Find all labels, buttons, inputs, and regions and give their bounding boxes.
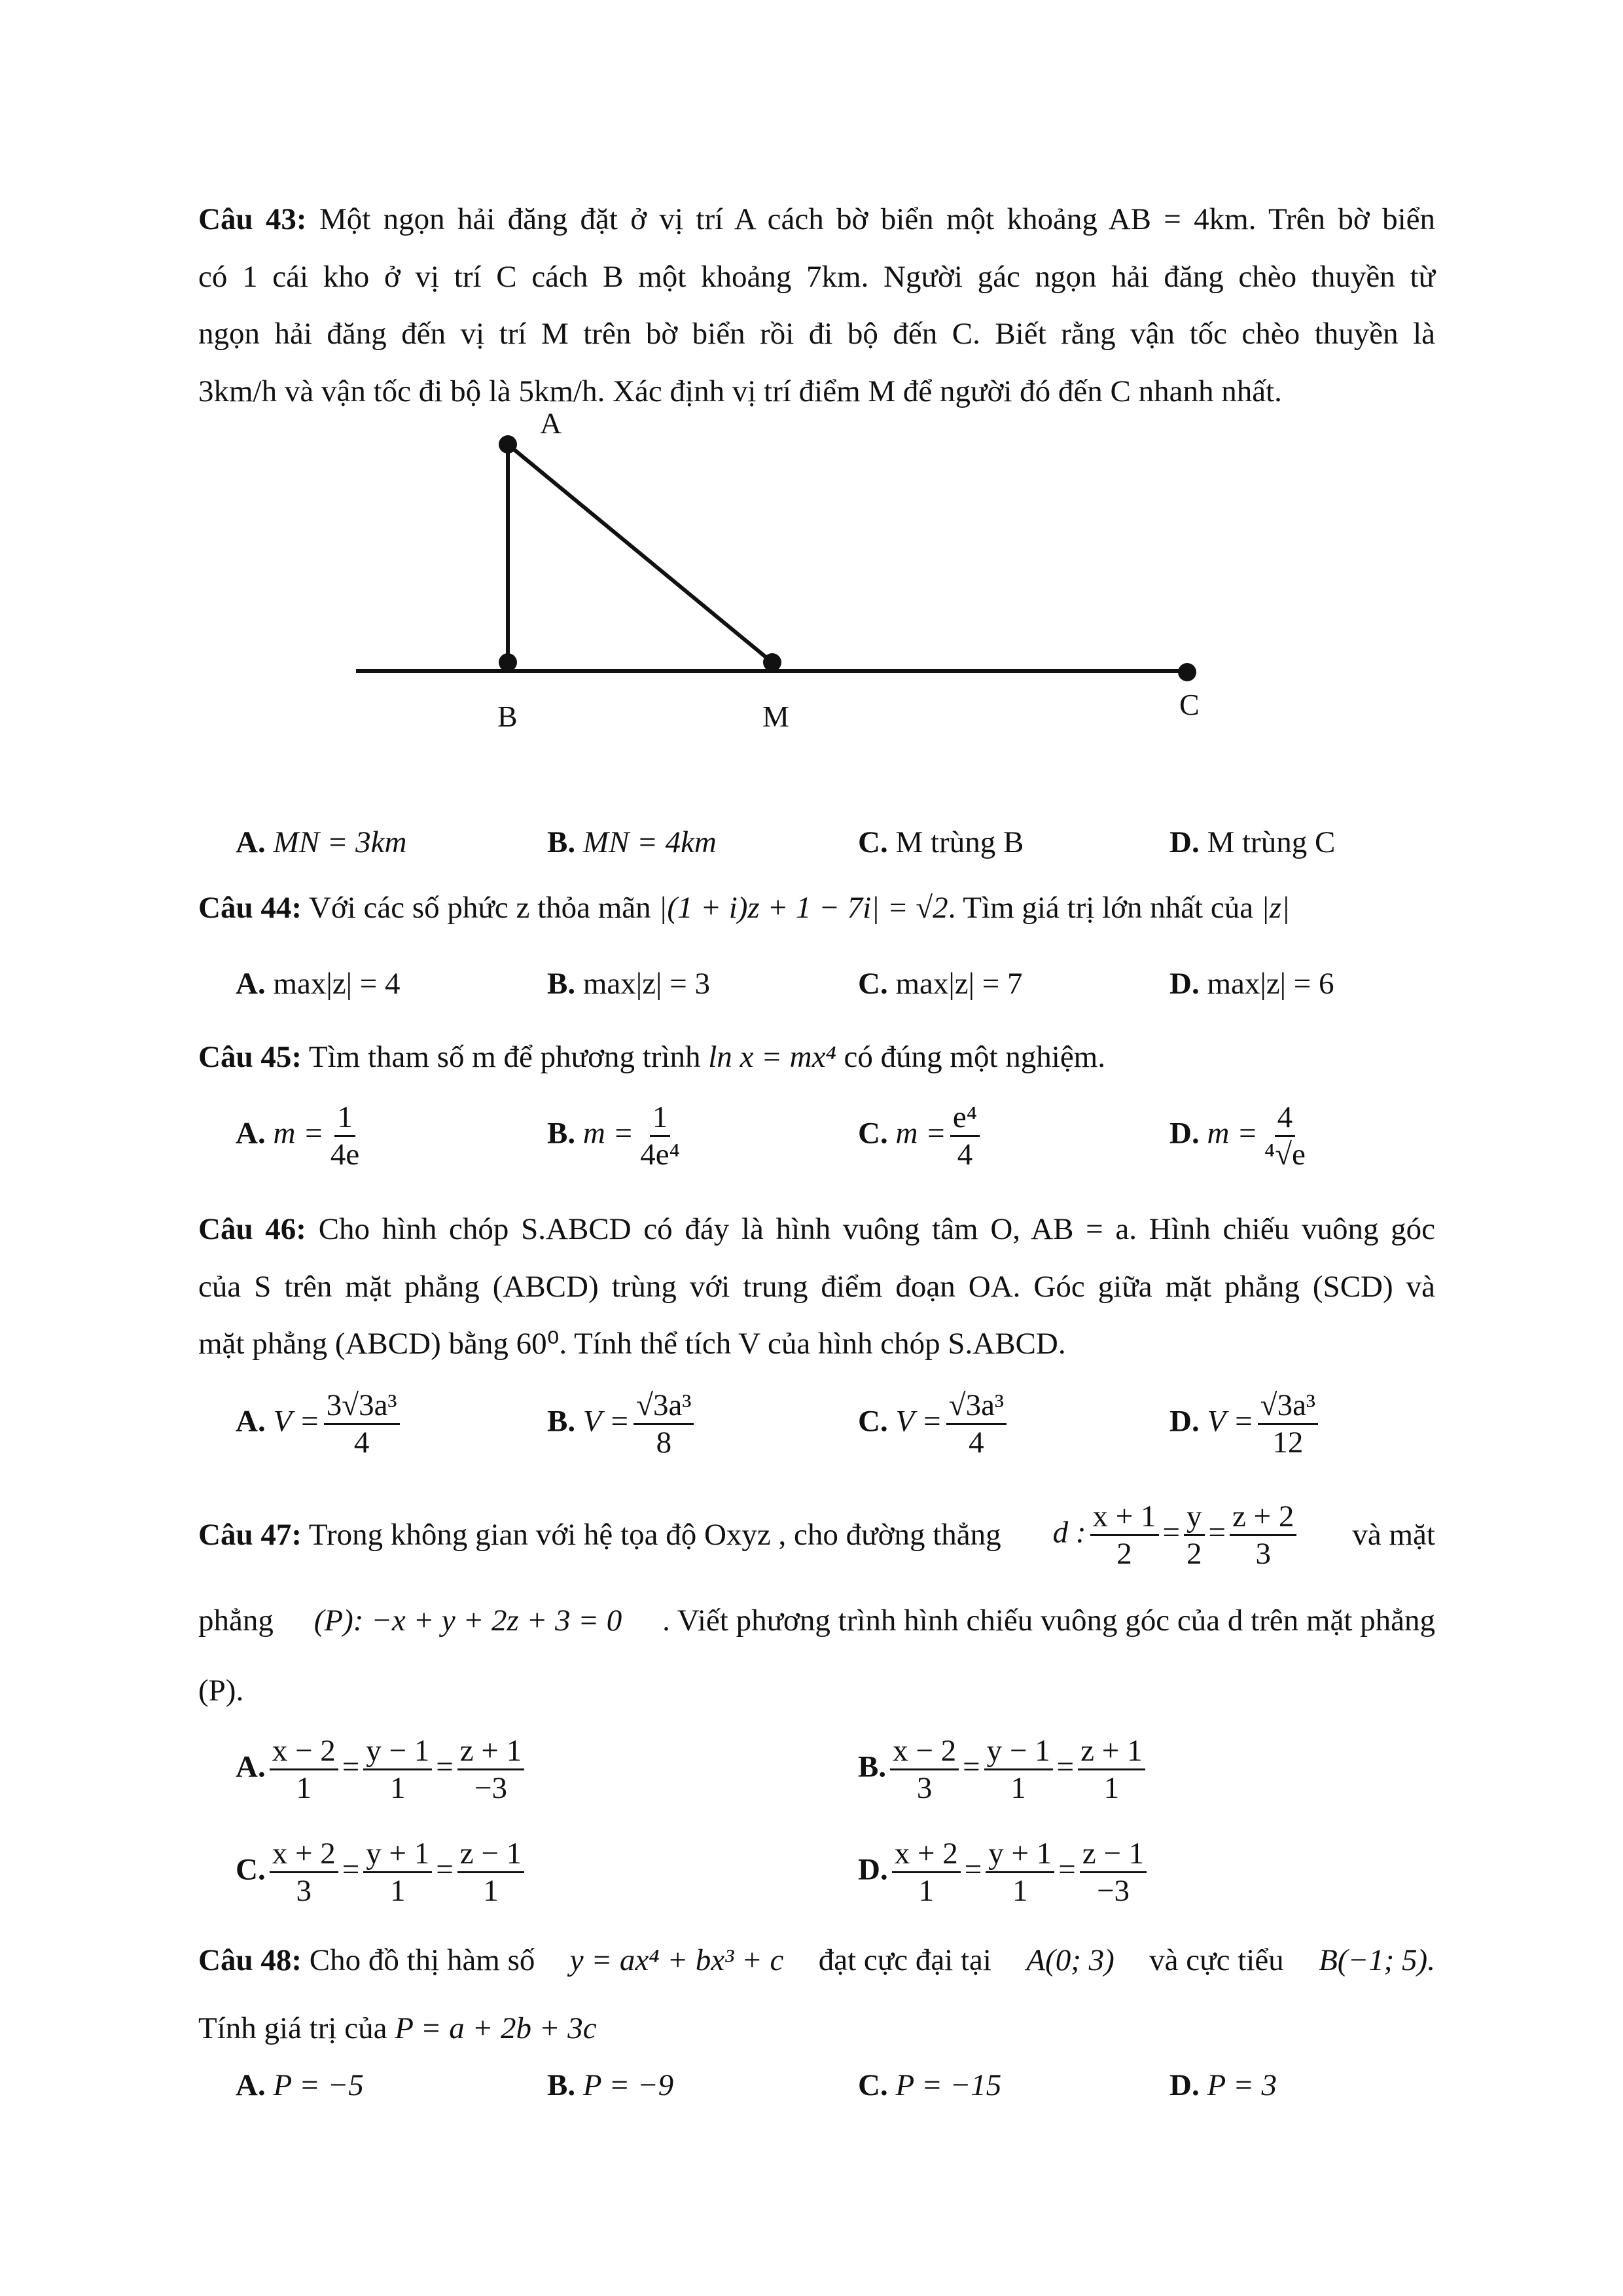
q45-label: Câu 45: <box>198 1040 302 1074</box>
q44-text2: . Tìm giá trị lớn nhất của <box>948 891 1254 925</box>
q47-options-1-f-2-0: z + 1 <box>1078 1733 1145 1770</box>
q47-options-2-f-1-1: 1 <box>389 1874 406 1909</box>
q43-options-2-v: M trùng B <box>895 825 1024 859</box>
q44-question <box>198 893 1290 924</box>
q48-options-1-v: P = −9 <box>582 2068 674 2102</box>
q45-options-3-pre: m = <box>1207 1116 1258 1151</box>
q46-options-1-pre: V = <box>582 1404 630 1439</box>
q46-label: Câu 46: <box>198 1212 306 1246</box>
q47-options-0-f-0-0: x − 2 <box>270 1733 338 1770</box>
q45-options-2-n: e⁴ <box>950 1100 980 1137</box>
q46-line-3: mặt phẳng (ABCD) bằng 60⁰. Tính thể tích V của hình chóp S.ABCD. <box>198 1327 1066 1361</box>
q45-options-0-d: 4e <box>330 1138 360 1172</box>
point-M <box>763 653 781 672</box>
fraction <box>1078 1733 1145 1806</box>
q47-options-1-f-2-1: 1 <box>1103 1771 1120 1806</box>
option-a[interactable] <box>236 1100 366 1172</box>
q48-text2: đạt cực đại tại <box>818 1943 991 1977</box>
fraction <box>1262 1100 1308 1172</box>
q44-text: Với các số phức z thỏa mãn <box>308 891 651 925</box>
q47-label: Câu 47: <box>198 1518 302 1552</box>
fraction <box>457 1733 524 1806</box>
q47-options-3-f-0-1: 1 <box>918 1874 934 1909</box>
q47-f-1-0: y <box>1184 1499 1205 1536</box>
fraction <box>890 1733 959 1806</box>
q47-line-3: (P). <box>198 1674 244 1708</box>
q43-text: Một ngọn hải đăng đặt ở vị trí A cách bờ biển một khoảng AB = 4km. Trên bờ biển <box>319 202 1436 236</box>
q47-f-2-0: z + 2 <box>1230 1499 1296 1536</box>
fraction <box>328 1100 362 1172</box>
q45-options-2-d: 4 <box>957 1138 973 1172</box>
option-a[interactable] <box>236 2070 364 2101</box>
option-b[interactable] <box>547 1388 698 1460</box>
option-c[interactable] <box>858 827 1024 858</box>
q47-options-2-f-0-0: x + 2 <box>270 1836 338 1873</box>
option-b[interactable] <box>547 827 717 858</box>
q43-options-1-v: MN = 4km <box>582 825 717 859</box>
option-d[interactable] <box>1169 827 1335 858</box>
q46-line-1 <box>198 1214 1435 1245</box>
fraction <box>986 1836 1054 1909</box>
q46-options-2-d: 4 <box>969 1426 984 1460</box>
q45-options-3-n: 4 <box>1275 1100 1296 1137</box>
label-M: M <box>762 700 789 733</box>
fraction <box>946 1388 1007 1460</box>
option-c[interactable] <box>858 969 1023 999</box>
fraction <box>363 1733 432 1806</box>
fraction <box>324 1388 400 1460</box>
option-d[interactable] <box>1169 1388 1322 1460</box>
label-B: B <box>497 700 518 733</box>
q47-options-1-f-0-0: x − 2 <box>890 1733 959 1770</box>
fraction <box>1230 1499 1296 1571</box>
q46-options-2-k: C. <box>858 1404 888 1439</box>
q43-options-3-k: D. <box>1169 825 1200 859</box>
q45-options-1-n: 1 <box>650 1100 671 1137</box>
q45-options-0-pre: m = <box>273 1116 324 1151</box>
q47-options-1-k: B. <box>858 1749 887 1784</box>
q47-f-1-1: 2 <box>1186 1537 1202 1571</box>
q48-options-1-k: B. <box>547 2068 576 2102</box>
fraction <box>984 1733 1053 1806</box>
q47-options-2-k: C. <box>236 1852 266 1887</box>
q45-options-3-d: ⁴√e <box>1264 1138 1306 1172</box>
point-C <box>1178 663 1196 681</box>
q47-options-3-f-2-0: z − 1 <box>1080 1836 1147 1873</box>
fraction <box>1090 1499 1159 1571</box>
option-c[interactable] <box>858 2070 1001 2101</box>
fraction <box>950 1100 980 1172</box>
q43-options-0-k: A. <box>236 825 266 859</box>
label-C: C <box>1179 688 1200 721</box>
q45-options-0-k: A. <box>236 1116 266 1151</box>
q46-options-1-k: B. <box>547 1404 576 1439</box>
q43-figure <box>0 0 1623 785</box>
q47-text2: và mặt <box>1352 1518 1435 1552</box>
q47-line2a: phẳng <box>198 1604 274 1638</box>
q46-options-0-n: 3√3a³ <box>324 1388 400 1425</box>
q44-options-3-k: D. <box>1169 967 1200 1001</box>
q46-options-0-k: A. <box>236 1404 266 1439</box>
point-B <box>499 653 517 672</box>
q48-options-2-v: P = −15 <box>895 2068 1002 2102</box>
q45-options-1-pre: m = <box>582 1116 634 1151</box>
q47-f-2-1: 3 <box>1255 1537 1271 1571</box>
q46-options-0-d: 4 <box>353 1426 370 1460</box>
option-d[interactable] <box>1169 1100 1312 1172</box>
q47-options-2-f-2-1: 1 <box>483 1874 499 1909</box>
q47-d: d : <box>1052 1515 1086 1550</box>
q46-options-1-d: 8 <box>656 1426 672 1460</box>
q45-text2: có đúng một nghiệm. <box>844 1040 1105 1074</box>
q44-options-3-v: max|z| = 6 <box>1207 967 1334 1001</box>
q43-options-1-k: B. <box>547 825 576 859</box>
q48-line-2 <box>198 2013 597 2044</box>
point-A <box>499 435 517 454</box>
q44-expr2: |z| <box>1260 891 1290 925</box>
q47-plane: (P): −x + y + 2z + 3 = 0 <box>313 1604 622 1638</box>
option-b[interactable] <box>547 969 710 999</box>
q47-options-3-f-1-1: 1 <box>1012 1874 1028 1909</box>
q48-options-3-v: P = 3 <box>1207 2068 1277 2102</box>
option-d[interactable] <box>1169 2070 1277 2101</box>
q46-options-3-d: 12 <box>1272 1426 1304 1460</box>
q47-options-1-f-1-1: 1 <box>1010 1771 1026 1806</box>
fraction <box>270 1836 338 1909</box>
q46-options-3-pre: V = <box>1207 1404 1254 1439</box>
q47-options-2-f-0-1: 3 <box>296 1874 312 1909</box>
fraction <box>633 1388 694 1460</box>
q46-line-2: của S trên mặt phẳng (ABCD) trùng với trung điểm đoạn OA. Góc giữa mặt phẳng (SCD) và <box>198 1270 1435 1304</box>
q45-text: Tìm tham số m để phương trình <box>308 1040 701 1074</box>
q47-options-3-k: D. <box>858 1852 888 1887</box>
q47-f-0-0: x + 1 <box>1090 1499 1159 1536</box>
q48-options-0-k: A. <box>236 2068 266 2102</box>
q46-options-3-k: D. <box>1169 1404 1200 1439</box>
q44-options-1-v: max|z| = 3 <box>582 967 710 1001</box>
option-a[interactable] <box>236 827 406 858</box>
q47-f-0-1: 2 <box>1116 1537 1132 1571</box>
q47-options-3-f-1-0: y + 1 <box>986 1836 1054 1873</box>
q47-options-0-f-0-1: 1 <box>296 1771 312 1806</box>
q44-options-0-k: A. <box>236 967 266 1001</box>
option-a[interactable] <box>236 969 401 999</box>
q46-options-2-pre: V = <box>895 1404 942 1439</box>
q45-expr: ln x = mx⁴ <box>708 1040 836 1074</box>
q47-text: Trong không gian với hệ tọa độ Oxyz , cho đường thẳng <box>308 1518 1001 1552</box>
q48-expr: y = ax⁴ + bx³ + c <box>569 1943 784 1977</box>
q46-options-0-pre: V = <box>273 1404 320 1439</box>
option-b[interactable]: B. $\frac{x - 2}{3}$ = $\frac{y - 1}{1}$ = $\frac{z + 1}{1}$ <box>858 1733 1149 1806</box>
q47-options-0-k: A. <box>236 1749 266 1784</box>
q48-expr2: P = a + 2b + 3c <box>395 2011 597 2045</box>
option-c[interactable] <box>858 1100 984 1172</box>
q48-ptA: A(0; 3) <box>1026 1943 1115 1977</box>
q47-options-1-f-1-0: y − 1 <box>984 1733 1053 1770</box>
option-b[interactable] <box>547 2070 673 2101</box>
fraction <box>270 1733 338 1806</box>
q48-options-2-k: C. <box>858 2068 888 2102</box>
q47-line-1: Câu 47: Trong không gian với hệ tọa độ Oxyz , cho đường thẳng d : $\frac{x + 1}{2}$ = $\frac{y}{2}$ = $\frac{z + 2}{3}$ và mặt <box>198 1499 1435 1571</box>
q45-options-2-pre: m = <box>895 1116 946 1151</box>
fraction <box>363 1836 432 1909</box>
q45-question <box>198 1042 1105 1073</box>
q47-options-0-f-2-0: z + 1 <box>457 1733 524 1770</box>
q47-line-2 <box>198 1605 1435 1636</box>
q44-options-1-k: B. <box>547 967 576 1001</box>
segment-AM <box>508 444 772 662</box>
q43-options-2-k: C. <box>858 825 888 859</box>
q48-line-1 <box>198 1945 1435 1976</box>
q46-options-2-n: √3a³ <box>946 1388 1007 1425</box>
q45-options-1-k: B. <box>547 1116 576 1151</box>
q46-options-1-n: √3a³ <box>633 1388 694 1425</box>
q45-options-2-k: C. <box>858 1116 888 1151</box>
fraction <box>1080 1836 1147 1909</box>
q47-options-2-f-2-0: z − 1 <box>457 1836 524 1873</box>
option-a[interactable] <box>236 1388 404 1460</box>
q43-line-3: ngọn hải đăng đến vị trí M trên bờ biển rồi đi bộ đến C. Biết rằng vận tốc chèo thuyền là <box>198 317 1435 351</box>
q48-text3: và cực tiểu <box>1149 1943 1284 1977</box>
q47-options-2-f-1-0: y + 1 <box>363 1836 432 1873</box>
option-d[interactable] <box>1169 969 1334 999</box>
q48-label: Câu 48: <box>198 1943 302 1977</box>
q47-options-0-f-2-1: −3 <box>474 1771 507 1806</box>
fraction <box>457 1836 524 1909</box>
option-c[interactable] <box>858 1388 1010 1460</box>
q47-line2b: . Viết phương trình hình chiếu vuông góc của d trên mặt phẳng <box>662 1604 1435 1638</box>
q43-options-3-v: M trùng C <box>1207 825 1336 859</box>
q48-text: Cho đồ thị hàm số <box>309 1943 535 1977</box>
option-d[interactable]: D. $\frac{x + 2}{1}$ = $\frac{y + 1}{1}$ = $\frac{z - 1}{-3}$ <box>858 1836 1150 1909</box>
option-a[interactable]: A. $\frac{x - 2}{1}$ = $\frac{y - 1}{1}$ = $\frac{z + 1}{-3}$ <box>236 1733 528 1806</box>
q47-options-0-f-1-0: y − 1 <box>363 1733 432 1770</box>
label-A: A <box>540 406 562 440</box>
question-label: Câu 43: <box>198 202 307 236</box>
q45-options-3-k: D. <box>1169 1116 1200 1151</box>
fraction <box>1184 1499 1205 1571</box>
q44-options-2-k: C. <box>858 967 888 1001</box>
q43-line-2: có 1 cái kho ở vị trí C cách B một khoảng 7km. Người gác ngọn hải đăng chèo thuyền từ <box>198 260 1435 294</box>
q47-options-3-f-2-1: −3 <box>1096 1874 1130 1909</box>
q44-label: Câu 44: <box>198 891 302 925</box>
q48-line2: Tính giá trị của <box>198 2011 387 2045</box>
q46-options-3-n: √3a³ <box>1258 1388 1318 1425</box>
option-c[interactable]: C. $\frac{x + 2}{3}$ = $\frac{y + 1}{1}$ = $\frac{z - 1}{1}$ <box>236 1836 528 1909</box>
q45-options-0-n: 1 <box>334 1100 355 1137</box>
q47-options-0-f-1-1: 1 <box>389 1771 406 1806</box>
q47-options-3-f-0-0: x + 2 <box>892 1836 961 1873</box>
fraction <box>892 1836 961 1909</box>
q46-lines-0: Cho hình chóp S.ABCD có đáy là hình vuông tâm O, AB = a. Hình chiếu vuông góc <box>318 1212 1436 1246</box>
q47-options-1-f-0-1: 3 <box>916 1771 933 1806</box>
q48-ptB: B(−1; 5). <box>1319 1943 1435 1977</box>
q48-options-0-v: P = −5 <box>273 2068 364 2102</box>
option-b[interactable] <box>547 1100 687 1172</box>
q45-options-1-d: 4e⁴ <box>640 1138 681 1172</box>
q44-expression: |(1 + i)z + 1 − 7i| = √2 <box>658 891 948 925</box>
q48-options-3-k: D. <box>1169 2068 1200 2102</box>
fraction <box>637 1100 683 1172</box>
q43-options-0-v: MN = 3km <box>273 825 407 859</box>
q43-line-4: 3km/h và vận tốc đi bộ là 5km/h. Xác định vị trí điểm M để người đó đến C nhanh nhất. <box>198 374 1282 408</box>
q44-options-0-v: max|z| = 4 <box>273 967 401 1001</box>
q44-options-2-v: max|z| = 7 <box>895 967 1023 1001</box>
fraction <box>1258 1388 1318 1460</box>
